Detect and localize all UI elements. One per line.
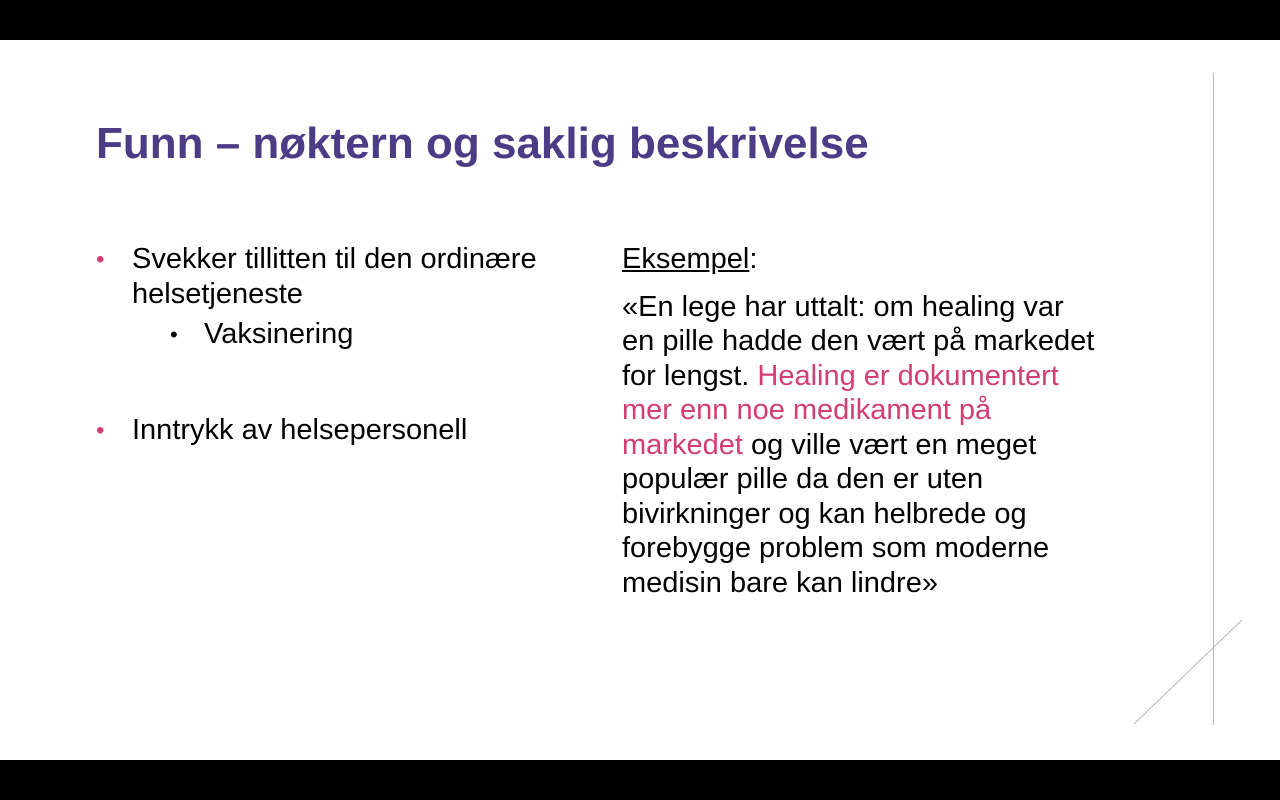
slide-title: Funn – nøktern og saklig beskrivelse [96, 119, 869, 168]
right-content-column [622, 242, 1102, 600]
sub-bullet-text: Vaksinering [204, 318, 354, 350]
example-heading [622, 242, 1102, 277]
example-colon: : [749, 243, 758, 275]
bullet-item [96, 242, 556, 312]
bullet-text: Svekker tillitten til den ordinære helsetjeneste [132, 243, 537, 310]
bullet-dot-icon: • [96, 246, 105, 273]
decorative-diagonal-line [1120, 610, 1260, 740]
letterbox-top [0, 0, 1280, 40]
left-content-column [96, 242, 556, 448]
bullet-dot-icon: • [96, 417, 105, 444]
sub-bullet-dot-icon: • [170, 322, 178, 347]
example-quote [622, 290, 1102, 601]
quote-text-part1: «En lege har uttalt: om healing var en pille hadde den vært på markedet for lengst. [622, 290, 1095, 392]
sub-bullet-item [96, 317, 556, 352]
bullet-text: Inntrykk av helsepersonell [132, 414, 468, 446]
letterbox-bottom [0, 760, 1280, 800]
quote-highlight: Healing er dokumentert mer enn noe medikament på markedet [622, 359, 1059, 461]
presentation-slide [0, 40, 1280, 760]
quote-text-part2: og ville vært en meget populær pille da den er uten bivirkninger og kan helbrede og forebygge problem som moderne medisin bare kan lindre» [622, 428, 1050, 599]
bullet-item [96, 413, 556, 448]
example-label: Eksempel [622, 243, 750, 275]
